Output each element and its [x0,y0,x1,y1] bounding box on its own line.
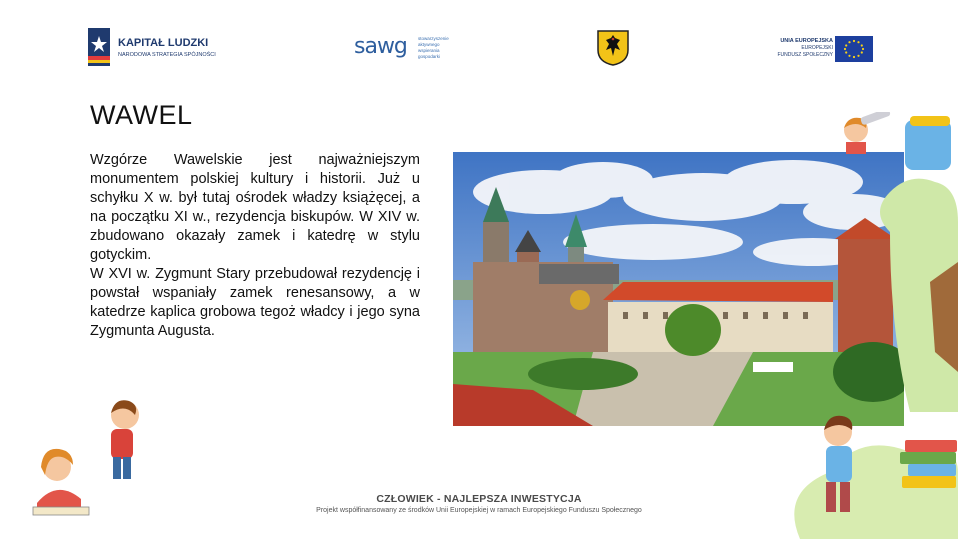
kapital-ludzki-title: KAPITAŁ LUDZKI [118,37,209,49]
footer-slogan [0,493,958,505]
kapital-ludzki-logo [88,28,218,68]
footer-note-text: Projekt współfinansowany ze środków Unii Europejskiej w ramach Europejskiego Funduszu Społecznego [316,507,642,514]
eu-line2: EUROPEJSKI [801,45,833,51]
sawg-wordmark: sawg [354,34,407,59]
body-paragraph-2: W XVI w. Zygmunt Stary przebudował rezydencję i powstał wspaniały zamek renesansowy, a w katedrze kaplica grobowa tegoż władcy i jego syna Zygmunta Augusta. [90,266,420,339]
sawg-subtitle: stowarzyszenie aktywnego wspierania gospodarki [418,36,449,59]
eu-flag-icon [835,36,873,62]
kapital-ludzki-subtitle: NARODOWA STRATEGIA SPÓJNOŚCI [118,52,216,58]
sawg-logo [354,34,464,64]
eu-logo [775,36,875,66]
body-paragraph-1: Wzgórze Wawelskie jest najważniejszym monumentem polskiej kultury i historii. Już u schyłku X w. był tutaj ośrodek władzy książęcej, a na początku XI w., rezydencja biskupów. W XIV w. zbudowano okazały zamek i katedrę w stylu gotyckim. [90,152,420,263]
coat-of-arms-icon [597,30,629,66]
kids-right-illustration [760,112,958,539]
footer-note [0,507,958,514]
eu-text [775,38,833,59]
slide-body [90,151,420,341]
kapital-ludzki-star-icon [88,28,110,66]
eu-line3: FUNDUSZ SPOŁECZNY [777,52,833,58]
eu-line1: UNIA EUROPEJSKA [780,38,833,44]
slide-title: WAWEL [90,100,193,130]
footer-slogan-text: CZŁOWIEK - NAJLEPSZA INWESTYCJA [376,493,582,505]
